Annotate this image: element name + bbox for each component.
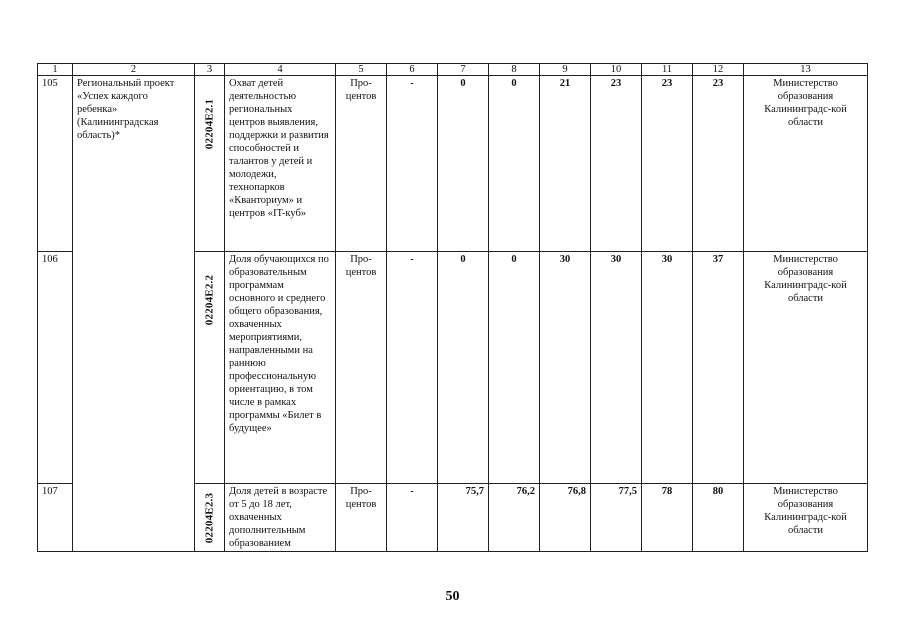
- col-header: 1: [38, 64, 73, 76]
- col-header: 9: [540, 64, 591, 76]
- indicator-name: Охват детей деятельностью региональных центров выявления, поддержки и развития способностей и талантов у детей и молодежи, технопарков «Кванториум» и центров «IT-куб»: [225, 76, 336, 252]
- value-cell: 30: [540, 252, 591, 484]
- responsible: Министерство образования Калининградс-кой области: [744, 252, 868, 484]
- value-cell: -: [387, 252, 438, 484]
- page-number: 50: [445, 589, 460, 604]
- value-cell: 0: [438, 252, 489, 484]
- value-cell: 37: [693, 252, 744, 484]
- col-header: 5: [336, 64, 387, 76]
- value-cell: 77,5: [591, 484, 642, 552]
- value-cell: 21: [540, 76, 591, 252]
- indicators-table: [37, 63, 868, 552]
- value-cell: 0: [438, 76, 489, 252]
- indicator-code: 02204E2.3: [203, 492, 215, 544]
- value-cell: 30: [591, 252, 642, 484]
- col-header: 3: [195, 64, 225, 76]
- value-cell: 23: [693, 76, 744, 252]
- col-header: 2: [73, 64, 195, 76]
- value-cell: 80: [693, 484, 744, 552]
- indicator-code-cell: [195, 484, 225, 552]
- column-number-row: [38, 64, 868, 76]
- value-cell: 76,8: [540, 484, 591, 552]
- table-row: [38, 76, 868, 252]
- value-cell: 0: [489, 76, 540, 252]
- indicator-code-cell: [195, 76, 225, 252]
- value-cell: 78: [642, 484, 693, 552]
- col-header: 6: [387, 64, 438, 76]
- indicator-name: Доля детей в возрасте от 5 до 18 лет, охваченных дополнительным образованием: [225, 484, 336, 552]
- unit: Про-центов: [336, 76, 387, 252]
- col-header: 7: [438, 64, 489, 76]
- value-cell: -: [387, 76, 438, 252]
- value-cell: 30: [642, 252, 693, 484]
- value-cell: 23: [642, 76, 693, 252]
- col-header: 13: [744, 64, 868, 76]
- indicator-code-cell: [195, 252, 225, 484]
- responsible: Министерство образования Калининградс-кой области: [744, 76, 868, 252]
- row-number: 107: [38, 484, 73, 552]
- indicator-name: Доля обучающихся по образовательным программам основного и среднего общего образования, охваченных мероприятиями, направленными на раннюю профессиональную ориентацию, в том числе в рамках программы «Билет в будущее»: [225, 252, 336, 484]
- col-header: 4: [225, 64, 336, 76]
- col-header: 10: [591, 64, 642, 76]
- col-header: 12: [693, 64, 744, 76]
- unit: Про-центов: [336, 484, 387, 552]
- col-header: 11: [642, 64, 693, 76]
- value-cell: 75,7: [438, 484, 489, 552]
- indicator-code: 02204E2.2: [203, 274, 215, 326]
- value-cell: 0: [489, 252, 540, 484]
- value-cell: 76,2: [489, 484, 540, 552]
- responsible: Министерство образования Калининградс-кой области: [744, 484, 868, 552]
- project-name: Региональный проект «Успех каждого ребенка» (Калининградская область)*: [73, 76, 195, 552]
- row-number: 105: [38, 76, 73, 252]
- value-cell: -: [387, 484, 438, 552]
- row-number: 106: [38, 252, 73, 484]
- unit: Про-центов: [336, 252, 387, 484]
- indicator-code: 02204E2.1: [203, 98, 215, 150]
- value-cell: 23: [591, 76, 642, 252]
- col-header: 8: [489, 64, 540, 76]
